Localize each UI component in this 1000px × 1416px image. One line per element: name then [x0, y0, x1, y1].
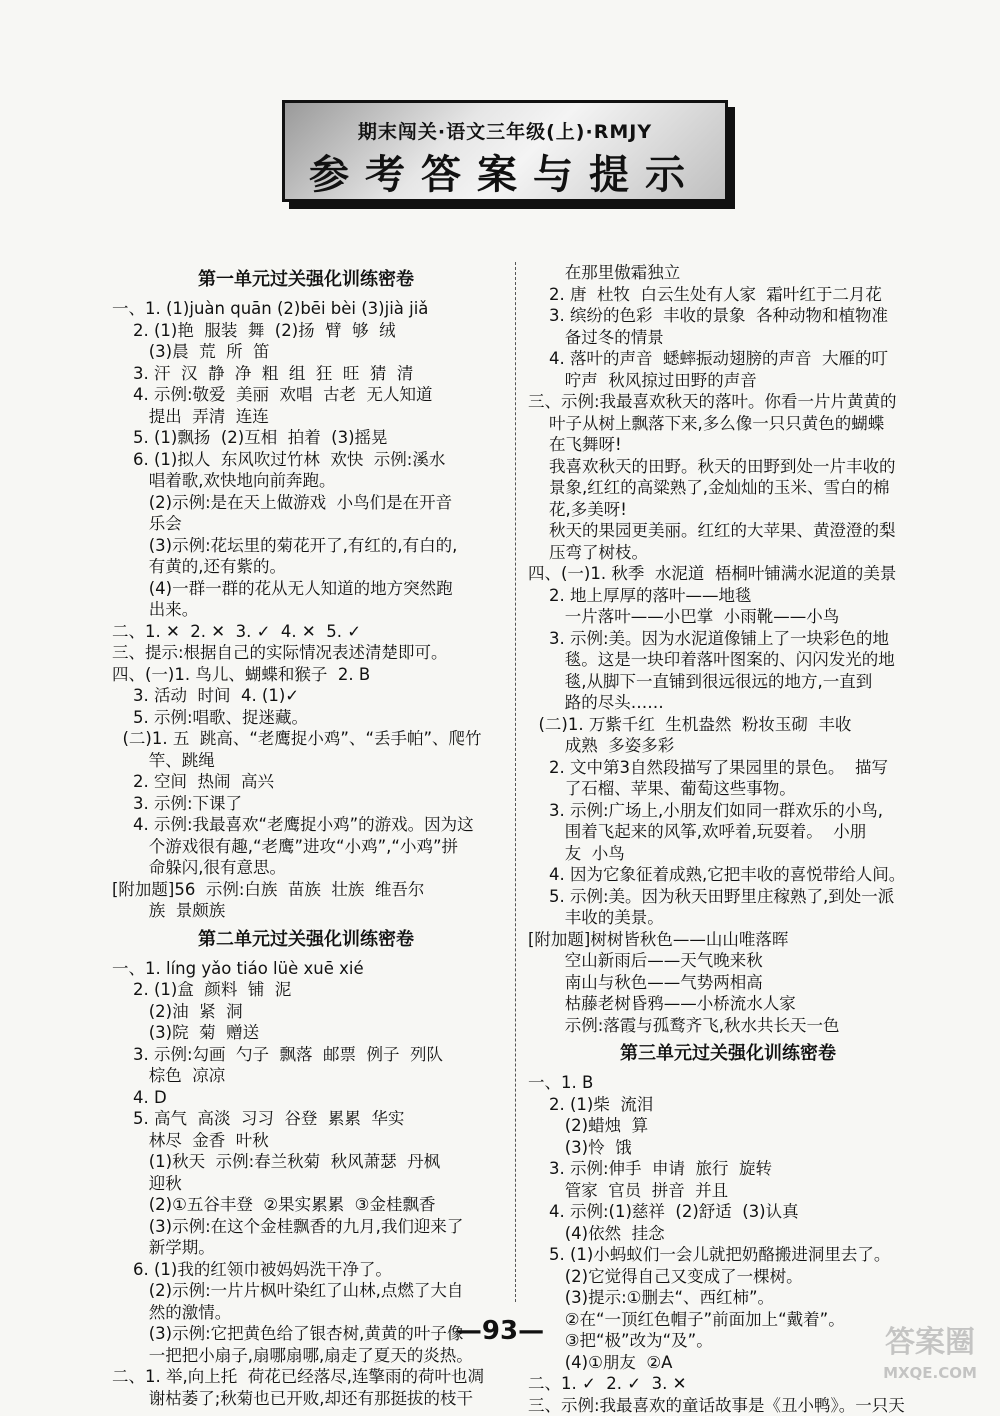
answer-line: 南山与秋色——气势两相高	[528, 972, 928, 994]
answer-line: 3. 缤纷的色彩 丰收的景象 各种动物和植物准	[528, 305, 928, 327]
answer-line: 二、1. ✓ 2. ✓ 3. ✕	[528, 1373, 928, 1395]
answer-line: (2)示例:一片片枫叶染红了山林,点燃了大自	[112, 1280, 500, 1302]
answer-line: 路的尽头……	[528, 692, 928, 714]
answer-line: (二)1. 五 跳高、“老鹰捉小鸡”、“丢手帕”、爬竹	[112, 728, 500, 750]
answer-line: 3. 示例:广场上,小朋友们如同一群欢乐的小鸟,	[528, 800, 928, 822]
answer-line: (二)1. 万紫千红 生机盎然 粉妆玉砌 丰收	[528, 714, 928, 736]
answer-line: (3)院 菊 赠送	[112, 1022, 500, 1044]
answer-line: 一片落叶——小巴掌 小雨靴——小鸟	[528, 606, 928, 628]
answer-line: ②在“一顶红色帽子”前面加上“戴着”。	[528, 1309, 928, 1331]
answer-line: 毯。这是一块印着落叶图案的、闪闪发光的地	[528, 649, 928, 671]
answer-line: 2. (1)柴 流泪	[528, 1094, 928, 1116]
answer-line: 4. 因为它象征着成熟,它把丰收的喜悦带给人间。	[528, 864, 928, 886]
answer-line: 4. D	[112, 1087, 500, 1109]
section-title: 第二单元过关强化训练密卷	[112, 922, 500, 958]
answer-line: (3)提示:①删去“、西红柿”。	[528, 1287, 928, 1309]
answer-line: 管家 官员 拼音 并且	[528, 1180, 928, 1202]
answer-line: 3. 汗 汉 静 净 粗 组 狂 旺 猜 清	[112, 363, 500, 385]
answer-line: 迎秋	[112, 1173, 500, 1195]
answer-line: 在那里傲霜独立	[528, 262, 928, 284]
answer-line: 2. 空间 热闹 高兴	[112, 771, 500, 793]
answer-line: (4)①朋友 ②A	[528, 1352, 928, 1374]
answer-line: 三、示例:我最喜欢秋天的落叶。你看一片片黄黄的	[528, 391, 928, 413]
answer-line: 5. 示例:唱歌、捉迷藏。	[112, 707, 500, 729]
answer-line: 压弯了树枝。	[528, 542, 928, 564]
watermark-logo	[872, 1316, 988, 1384]
answer-line: 4. 落叶的声音 蟋蟀振动翅膀的声音 大雁的叮	[528, 348, 928, 370]
answer-line: 秋天的果园更美丽。红红的大苹果、黄澄澄的梨	[528, 520, 928, 542]
answer-line: 3. 示例:下课了	[112, 793, 500, 815]
answer-line: (2)示例:是在天上做游戏 小鸟们是在开音	[112, 492, 500, 514]
answer-line: 叶子从树上飘落下来,多么像一只只黄色的蝴蝶	[528, 413, 928, 435]
answer-line: 三、示例:我最喜欢的童话故事是《丑小鸭》。一只天	[528, 1395, 928, 1416]
answer-line: 个游戏很有趣,“老鹰”进攻“小鸡”,“小鸡”拼	[112, 836, 500, 858]
answer-line: (1)秋天 示例:春兰秋菊 秋风萧瑟 丹枫	[112, 1151, 500, 1173]
answer-line: 二、1. 举,向上托 荷花已经落尽,连擎雨的荷叶也凋	[112, 1366, 500, 1388]
answer-line: 4. 示例:(1)慈祥 (2)舒适 (3)认真	[528, 1201, 928, 1223]
answer-line: 花,多美呀!	[528, 499, 928, 521]
answer-line: 6. (1)拟人 东风吹过竹林 欢快 示例:溪水	[112, 449, 500, 471]
answer-line: 4. 示例:敬爱 美丽 欢唱 古老 无人知道	[112, 384, 500, 406]
answer-line: 备过冬的情景	[528, 327, 928, 349]
answer-line: 6. (1)我的红领巾被妈妈洗干净了。	[112, 1259, 500, 1281]
header-subtitle: 期末闯关·语文三年级(上)·RMJY	[285, 117, 725, 144]
answer-line: 5. (1)小蚂蚁们一会儿就把奶酪搬进洞里去了。	[528, 1244, 928, 1266]
answer-line: 一、1. (1)juàn quān (2)bēi bèi (3)jià jiǎ	[112, 298, 500, 320]
answer-line: 3. 示例:美。因为水泥道像铺上了一块彩色的地	[528, 628, 928, 650]
answer-line: 竿、跳绳	[112, 750, 500, 772]
answer-line: 在飞舞呀!	[528, 434, 928, 456]
answer-line: 三、提示:根据自己的实际情况表述清楚即可。	[112, 642, 500, 664]
answer-line: 出来。	[112, 599, 500, 621]
answer-line: (3)示例:花坛里的菊花开了,有红的,有白的,	[112, 535, 500, 557]
answer-line: 成熟 多姿多彩	[528, 735, 928, 757]
answer-line: 族 景颇族	[112, 900, 500, 922]
answer-line: 3. 示例:伸手 申请 旅行 旋转	[528, 1158, 928, 1180]
answer-line: 2. 唐 杜牧 白云生处有人家 霜叶红于二月花	[528, 284, 928, 306]
section-title: 第一单元过关强化训练密卷	[112, 262, 500, 298]
answer-line: 唱着歌,欢快地向前奔跑。	[112, 470, 500, 492]
answer-line: (4)依然 挂念	[528, 1223, 928, 1245]
answer-line: 四、(一)1. 秋季 水泥道 梧桐叶铺满水泥道的美景	[528, 563, 928, 585]
answer-line: (2)①五谷丰登 ②果实累累 ③金桂飘香	[112, 1194, 500, 1216]
page-number: —93—	[0, 1316, 1000, 1346]
answer-line: 林尽 金香 叶秋	[112, 1130, 500, 1152]
answer-line: 2. 地上厚厚的落叶——地毯	[528, 585, 928, 607]
answer-line: 乐会	[112, 513, 500, 535]
answer-line: 棕色 凉凉	[112, 1065, 500, 1087]
answer-line: 2. 文中第3自然段描写了果园里的景色。 描写	[528, 757, 928, 779]
answer-line: 丰收的美景。	[528, 907, 928, 929]
watermark-text-bottom: MXQE.COM	[883, 1364, 977, 1382]
answer-line: 一、1. B	[528, 1072, 928, 1094]
answer-line: 示例:落霞与孤鹜齐飞,秋水共长天一色	[528, 1015, 928, 1037]
answer-line: 有黄的,还有紫的。	[112, 556, 500, 578]
answer-line: 咛声 秋风掠过田野的声音	[528, 370, 928, 392]
answer-line: 一把把小扇子,扇哪扇哪,扇走了夏天的炎热。	[112, 1345, 500, 1367]
answer-line: 3. 活动 时间 4. (1)✓	[112, 685, 500, 707]
answer-line: (2)蜡烛 算	[528, 1115, 928, 1137]
answer-line: 空山新雨后——天气晚来秋	[528, 950, 928, 972]
answer-line: 了石榴、苹果、葡萄这些事物。	[528, 778, 928, 800]
watermark-text-top: 答案圈	[885, 1325, 975, 1360]
answer-line: 4. 示例:我最喜欢“老鹰捉小鸡”的游戏。因为这	[112, 814, 500, 836]
answer-line: (2)油 紧 洞	[112, 1001, 500, 1023]
answer-line: (3)晨 荒 所 笛	[112, 341, 500, 363]
answer-line: (3)怜 饿	[528, 1137, 928, 1159]
answer-line: 5. 高气 高淡 习习 谷登 累累 华实	[112, 1108, 500, 1130]
left-column	[112, 262, 500, 1409]
answer-header-box	[282, 100, 728, 202]
answer-line: 围着飞起来的风筝,欢呼着,玩耍着。 小朋	[528, 821, 928, 843]
answer-line: 提出 弄清 连连	[112, 406, 500, 428]
answer-line: (3)示例:它把黄色给了银杏树,黄黄的叶子像	[112, 1323, 500, 1345]
answer-line: 我喜欢秋天的田野。秋天的田野到处一片丰收的	[528, 456, 928, 478]
answer-line: (4)一群一群的花从无人知道的地方突然跑	[112, 578, 500, 600]
answer-line: [附加题]树树皆秋色——山山唯落晖	[528, 929, 928, 951]
column-divider	[515, 262, 516, 1302]
answer-line: 二、1. ✕ 2. ✕ 3. ✓ 4. ✕ 5. ✓	[112, 621, 500, 643]
answer-line: 四、(一)1. 鸟儿、蝴蝶和猴子 2. B	[112, 664, 500, 686]
answer-line: 谢枯萎了;秋菊也已开败,却还有那挺拔的枝干	[112, 1388, 500, 1410]
answer-line: 3. 示例:勾画 勺子 飘落 邮票 例子 列队	[112, 1044, 500, 1066]
answer-line: 2. (1)艳 服装 舞 (2)扬 臂 够 绒	[112, 320, 500, 342]
answer-line: 新学期。	[112, 1237, 500, 1259]
answer-line: 2. (1)盒 颜料 铺 泥	[112, 979, 500, 1001]
answer-line: 毯,从脚下一直铺到很远很远的地方,一直到	[528, 671, 928, 693]
answer-line: 然的激情。	[112, 1302, 500, 1324]
answer-line: ③把“极”改为“及”。	[528, 1330, 928, 1352]
answer-line: 5. 示例:美。因为秋天田野里庄稼熟了,到处一派	[528, 886, 928, 908]
right-column	[528, 262, 928, 1416]
header-title: 参考答案与提示	[285, 143, 725, 200]
section-title: 第三单元过关强化训练密卷	[528, 1036, 928, 1072]
answer-line: (3)示例:在这个金桂飘香的九月,我们迎来了	[112, 1216, 500, 1238]
answer-line: 命躲闪,很有意思。	[112, 857, 500, 879]
answer-line: 友 小鸟	[528, 843, 928, 865]
answer-line: 景象,红红的高粱熟了,金灿灿的玉米、雪白的棉	[528, 477, 928, 499]
answer-line: [附加题]56 示例:白族 苗族 壮族 维吾尔	[112, 879, 500, 901]
answer-line: 5. (1)飘扬 (2)互相 拍着 (3)摇晃	[112, 427, 500, 449]
answer-line: 枯藤老树昏鸦——小桥流水人家	[528, 993, 928, 1015]
answer-line: 一、1. líng yǎo tiáo lüè xuē xié	[112, 958, 500, 980]
answer-line: (2)它觉得自己又变成了一棵树。	[528, 1266, 928, 1288]
